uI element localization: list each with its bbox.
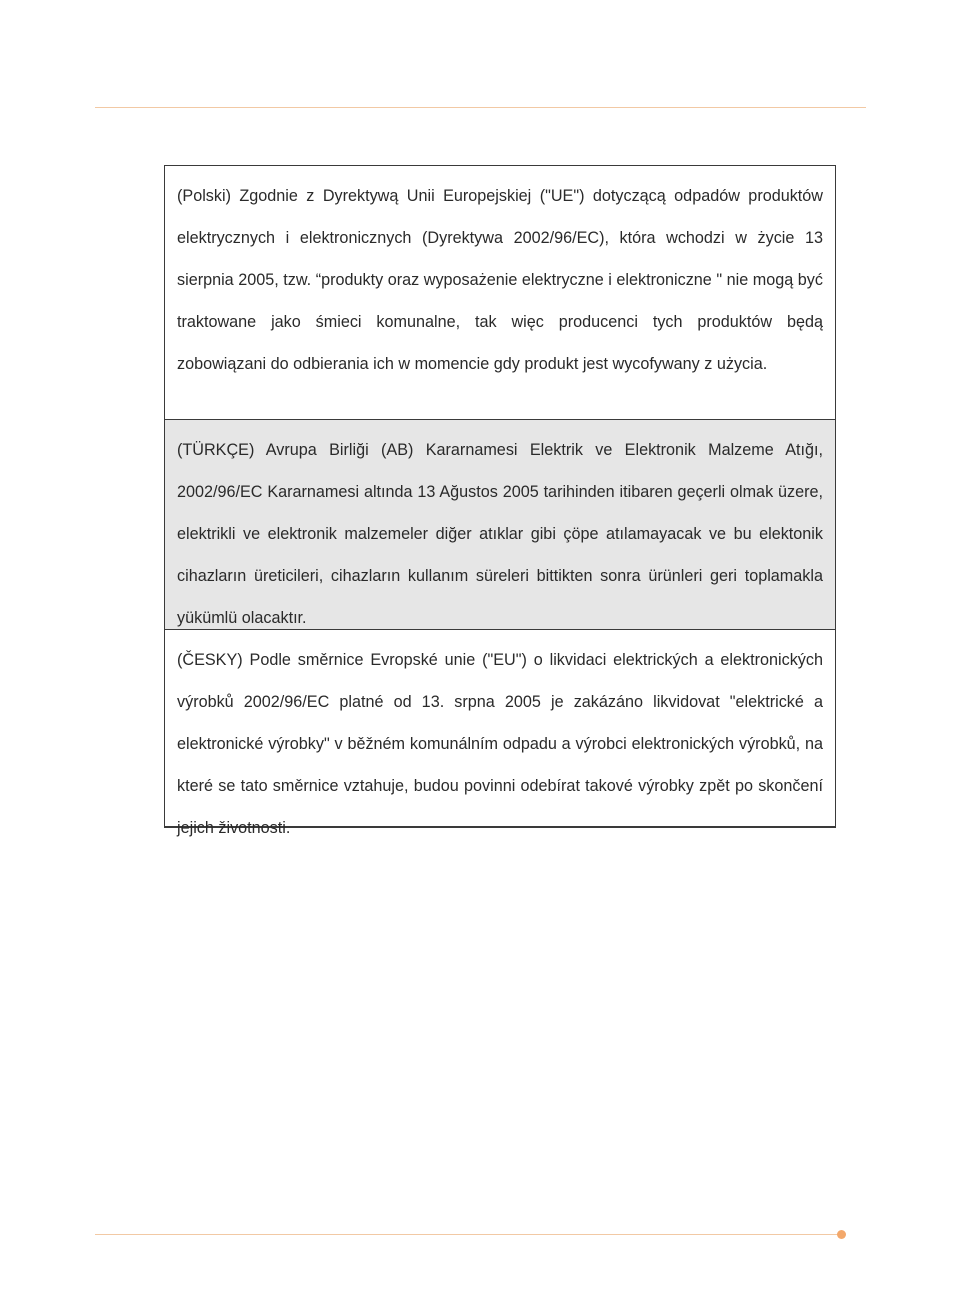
notice-cesky-text-part2: likvidovat "elektrické a elektronické výrobky" v běžném komunálním odpadu a výrobci elektronických výrobků, na které se tato směrnice vztahuje, budou povinni odebírat takové výrobky zpět po skončení jejich životnosti. [177,693,824,837]
notice-polski-text: (Polski) Zgodnie z Dyrektywą Unii Europejskiej ("UE") dotyczącą odpadów produktów elektrycznych i elektronicznych (Dyrektywa 2002/96/EC), która wchodzi w życie 13 sierpnia 2005, tzw. “produkty oraz wyposażenie elektryczne i elektroniczne " nie mogą być traktowane jako śmieci komunalne, tak więc producenci tych produktów będą zobowiązani do odbierania ich w momencie gdy produkt jest wycofywany z użycia. [177,187,823,373]
notice-polski [165,166,835,419]
notice-turkce [165,419,835,629]
notice-turkce-text: (TÜRKÇE) Avrupa Birliği (AB) Kararnamesi Elektrik ve Elektronik Malzeme Atığı, 2002/96/EC Kararnamesi altında 13 Ağustos 2005 tarihinden itibaren geçerli olmak üzere, elektrikli ve elektronik malzemeler diğer atıklar gibi çöpe atılamayacak ve bu elektonik cihazların üreticileri, cihazların kullanım süreleri bittikten sonra ürünleri geri toplamakla yükümlü olacaktır. [177,441,823,627]
notice-cesky [165,629,835,837]
footer-rule [95,1234,839,1235]
footer-dot-icon [837,1230,846,1239]
header-rule [95,107,866,108]
weee-notice-table [164,165,836,837]
notice-cesky-text-part1: (ČESKY) Podle směrnice Evropské unie ("EU") o likvidaci elektrických a elektronických výrobků 2002/96/EC platné od 13. srpna 2005 je zakázáno [177,651,823,711]
